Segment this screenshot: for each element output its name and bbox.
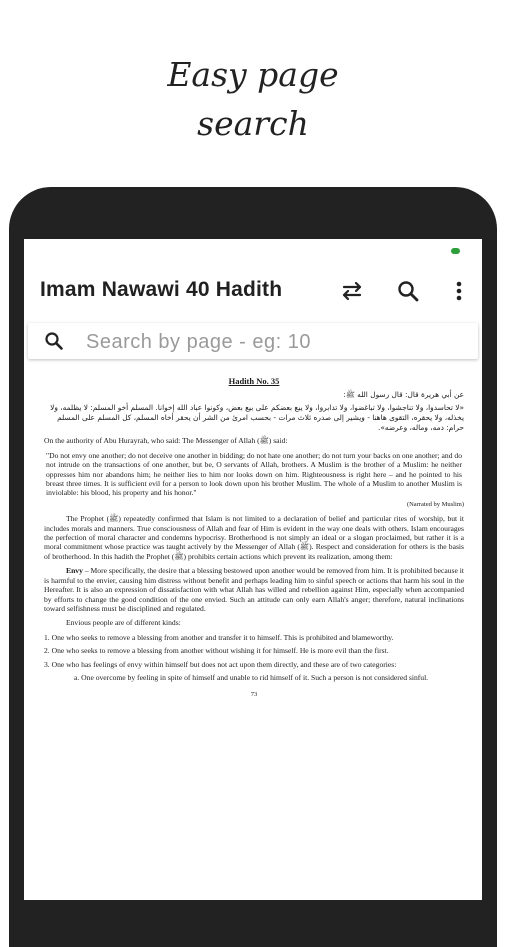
search-icon[interactable]	[394, 277, 422, 305]
page-search-input[interactable]	[84, 325, 468, 359]
swap-icon[interactable]	[338, 277, 366, 305]
status-bar	[24, 239, 482, 263]
hadith-intro: On the authority of Abu Hurayrah, who said: The Messenger of Allah (ﷺ) said:	[44, 436, 288, 446]
notification-icon	[451, 248, 460, 254]
envy-text: – More specifically, the desire that a blessing bestowed upon another would be removed from him. It is prohibited because it is harmful to the envier, causing him distress without benefit and perhaps leading him to sinful speech or actions that harm his soul in the Hereafter. It is also an expression of dissatisfaction with what Allah has willed and rebellion against Him, especially when accompanied by efforts to change the good condition of the one envied. Such an attitude can only earn Allah's anger; therefore, natural inclinations toward selfishness must be disciplined and regulated.	[44, 566, 464, 613]
promo-line-2: search	[197, 104, 309, 143]
hadith-quote: "Do not envy one another; do not deceive one another in bidding; do not hate one another; do not turn your backs on one another; and do not intrude on the transactions of one another, but be, O servants of Allah, brothers. A Muslim is the brother of a Muslim: he neither oppresses him nor abandons him; he neither lies to him nor looks down on him. Righteousness is right here – and he pointed to his breast three times. It is sufficient evil for a person to look down upon his brother Muslim. The whole of a Muslim to another Muslim is inviolable: his blood, his property and his honor."	[46, 450, 463, 498]
book-page	[44, 369, 464, 900]
promo-caption	[0, 50, 506, 148]
commentary-paragraph-2	[44, 566, 464, 613]
app-screen	[24, 239, 482, 900]
commentary-paragraph-1: The Prophet (ﷺ) repeatedly confirmed that Islam is not limited to a declaration of belief and particular rites of worship, but it includes morals and manners. True consciousness of Allah and fear of Him is evident in the way one deals with others. Islam encourages the perfection of moral character and condemns hypocrisy. Brotherhood is not simply an ideal or a slogan proclaimed, but rather it is a moral commitment whose practice was taught actively by the Messenger of Allah (ﷺ). Respect and consideration for others is the basis of brotherhood. In this hadith the Prophet (ﷺ) prohibits certain actions which prevent its realization, among them:	[44, 514, 464, 561]
app-toolbar	[24, 263, 482, 319]
more-vert-icon[interactable]	[445, 277, 473, 305]
page-number: 73	[250, 691, 258, 699]
list-item: 1. One who seeks to remove a blessing from another and transfer it to himself. This is prohibited and blameworthy.	[44, 632, 394, 642]
sub-list-item: a. One overcome by feeling in spite of himself and unable to rid himself of it. Such a person is not considered sinful.	[74, 672, 429, 682]
list-item: 2. One who seeks to remove a blessing from another without wishing it for himself. He is more evil than the first.	[44, 646, 389, 656]
list-item: 3. One who has feelings of envy within himself but does not act upon them directly, and these are of two categories:	[44, 659, 397, 669]
arabic-text: «لا تحاسدوا، ولا تناجشوا، ولا تباغضوا، ولا تدابروا، ولا يبع بعضكم على بيع بعض، وكونوا عباد الله إخوانا. المسلم أخو المسلم: لا يظلمه، ولا يخذله، ولا يحقره، التقوى هاهنا - ويشير إلى صدره ثلاث مرات - بحسب امرئ من الشر أن يحقر أخاه المسلم، كل المسلم على المسلم حرام: دمه، وماله، وعرضه».	[50, 403, 464, 433]
page-search-bar	[28, 323, 478, 359]
search-icon	[44, 331, 64, 351]
arabic-title: عن أبي هريرة قال: قال رسول الله ﷺ:	[343, 390, 464, 400]
app-title: Imam Nawawi 40 Hadith	[40, 278, 283, 301]
commentary-paragraph-3: Envious people are of different kinds:	[66, 618, 181, 628]
envy-label: Envy	[66, 566, 83, 576]
promo-line-1: Easy page	[167, 55, 339, 94]
hadith-title: Hadith No. 35	[228, 376, 280, 386]
narrator-note: (Narrated by Muslim)	[406, 500, 464, 508]
